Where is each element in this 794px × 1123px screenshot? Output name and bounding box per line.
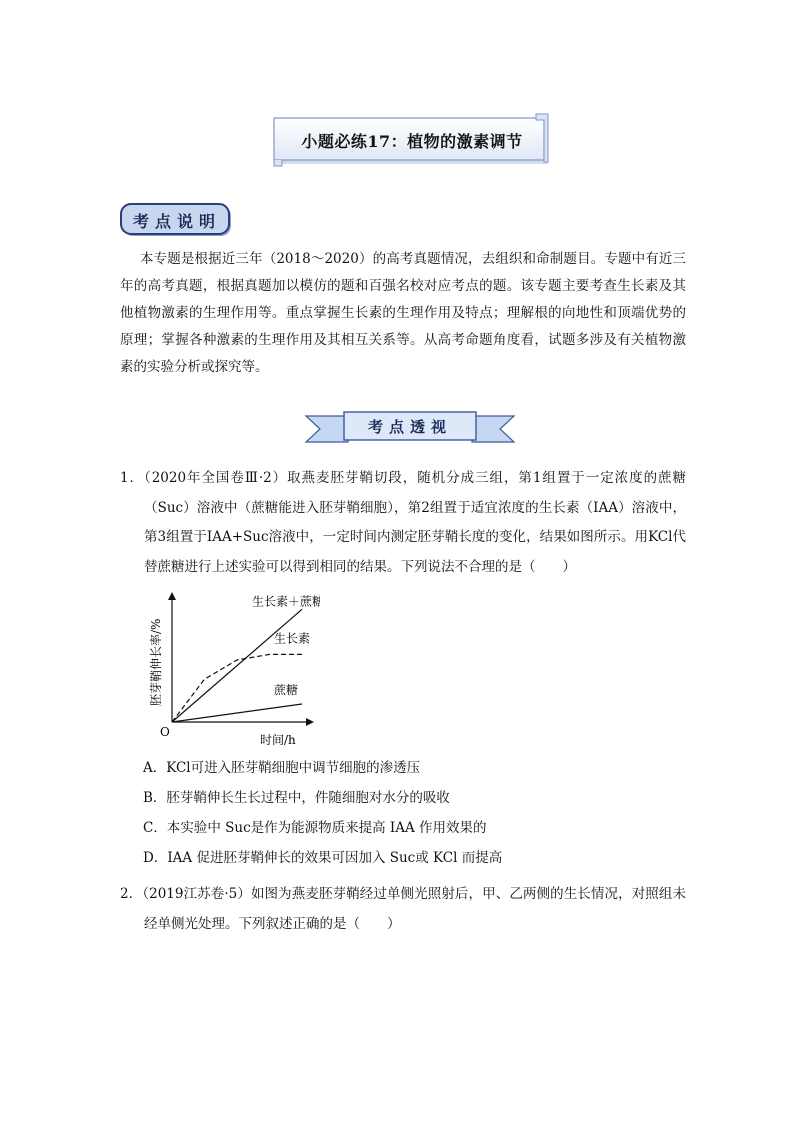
explanation-paragraph: 本专题是根据近三年（2018～2020）的高考真题情况，去组织和命制题目。专题中有近三年的高考真题，根据真题加以模仿的题和百强名校对应考点的题。该专题主要考查生长素及其他植物激素的生理作用等。重点掌握生长素的生理作用及特点；理解根的向地性和顶端优势的原理；掌握各种激素的生理作用及其相互关系等。从高考命题角度看，试题多涉及有关植物激素的实验分析或探究等。 (120, 251, 686, 375)
y-axis-arrow (168, 592, 176, 600)
question-1-option-a[interactable]: A．KCl可进入胚芽鞘细胞中调节细胞的渗透压 (143, 760, 421, 776)
section-badge-kaodian-shuoming (120, 202, 234, 238)
question-1-option-d[interactable]: D．IAA 促进胚芽鞘伸长的效果可因加入 Suc或 KCl 而提高 (143, 850, 503, 866)
question-1-stem: 1．（2020年全国卷Ⅲ·2）取燕麦胚芽鞘切段，随机分成三组，第1组置于一定浓度的蔗糖（Suc）溶液中（蔗糖能进入胚芽鞘细胞），第2组置于适宜浓度的生长素（IAA）溶液中，第3组置于IAA+Suc溶液中，一定时间内测定胚芽鞘长度的变化，结果如图所示。用KCl代替蔗糖进行上述实验可以得到相同的结果。下列说法不合理的是（ ） (120, 470, 686, 575)
question-2 (120, 880, 686, 939)
question-2-stem: 2．（2019江苏卷·5）如图为燕麦胚芽鞘经过单侧光照射后，甲、乙两侧的生长情况，对照组未经单侧光处理。下列叙述正确的是（ ） (120, 886, 686, 932)
series-line-1 (172, 609, 302, 722)
section-badge-label: 考点说明 (132, 211, 221, 231)
origin-label: O (160, 725, 170, 739)
x-axis-label: 时间/h (260, 733, 296, 747)
title-banner (272, 112, 552, 168)
section-ribbon-label: 考点透视 (367, 417, 452, 436)
question-1-option-c[interactable]: C．本实验中 Suc是作为能源物质来提高 IAA 作用效果的 (143, 820, 487, 836)
series-label-1: 生长素＋蔗糖 (252, 594, 320, 609)
series-label-3: 蔗糖 (274, 682, 299, 697)
series-line-3 (172, 704, 302, 722)
section-explanation (120, 246, 686, 381)
question-1-option-b[interactable]: B．胚芽鞘伸长生长过程中，件随细胞对水分的吸收 (143, 790, 450, 806)
x-axis-arrow (306, 718, 314, 726)
question-1 (120, 464, 686, 582)
growth-rate-chart (140, 586, 320, 748)
y-axis-label: 胚芽鞘伸长率/% (149, 618, 163, 706)
page-title: 小题必练17：植物的激素调节 (301, 131, 523, 151)
chart-svg (140, 586, 320, 748)
series-label-2: 生长素 (274, 631, 311, 646)
section-ribbon-kaodian-toushi (304, 410, 516, 446)
